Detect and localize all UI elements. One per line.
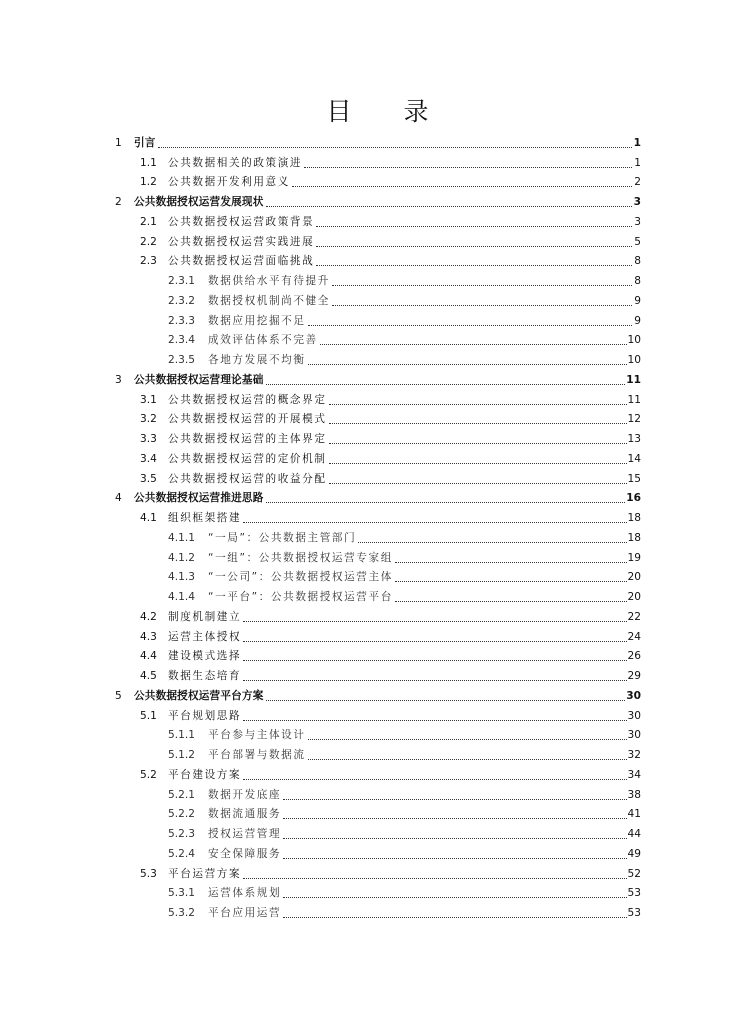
- toc-entry[interactable]: [0, 350, 755, 370]
- toc-dot-leader: [266, 699, 626, 701]
- toc-entry-title: 平台参与主体设计: [208, 729, 306, 742]
- toc-entry-page-number: 9: [634, 314, 641, 327]
- toc-entry-page-number: 32: [627, 749, 641, 762]
- toc-entry[interactable]: [0, 449, 755, 469]
- toc-dot-leader: [292, 185, 632, 187]
- toc-entry-number: 4.1: [140, 512, 157, 525]
- toc-entry-title: 公共数据授权运营理论基础: [134, 373, 264, 386]
- toc-entry-number: 5.3.1: [168, 887, 195, 900]
- toc-entry-title: “一局”：公共数据主管部门: [208, 531, 357, 544]
- toc-entry-title: 数据生态培育: [168, 670, 242, 683]
- toc-entry-title: 各地方发展不均衡: [208, 354, 306, 367]
- toc-entry[interactable]: [0, 232, 755, 252]
- toc-entry-number: 2.3: [140, 255, 157, 268]
- toc-entry-number: 5.3.2: [168, 907, 195, 920]
- toc-dot-leader: [395, 600, 627, 602]
- toc-entry[interactable]: [0, 884, 755, 904]
- toc-entry-title: 公共数据授权运营面临挑战: [168, 255, 315, 268]
- toc-entry-page-number: 53: [627, 907, 641, 920]
- toc-entry-page-number: 18: [627, 512, 641, 525]
- toc-dot-leader: [243, 640, 626, 642]
- toc-entry-title: 公共数据授权运营实践进展: [168, 235, 315, 248]
- toc-entry[interactable]: [0, 587, 755, 607]
- toc-dot-leader: [316, 264, 632, 266]
- toc-entry-number: 5.2.1: [168, 788, 195, 801]
- toc-entry[interactable]: [0, 607, 755, 627]
- toc-entry-title: 数据供给水平有待提升: [208, 275, 330, 288]
- toc-dot-leader: [358, 541, 626, 543]
- toc-entry-title: 安全保障服务: [208, 847, 282, 860]
- toc-entry-number: 5.2.2: [168, 808, 195, 821]
- toc-entry-number: 3.2: [140, 413, 157, 426]
- toc-entry-page-number: 1: [634, 156, 641, 169]
- toc-entry[interactable]: [0, 785, 755, 805]
- toc-dot-leader: [283, 857, 626, 859]
- toc-entry[interactable]: [0, 212, 755, 232]
- toc-dot-leader: [320, 343, 627, 345]
- toc-dot-leader: [329, 403, 627, 405]
- toc-entry[interactable]: [0, 706, 755, 726]
- toc-entry-page-number: 12: [627, 413, 641, 426]
- toc-entry-page-number: 30: [627, 729, 641, 742]
- toc-entry[interactable]: [0, 765, 755, 785]
- toc-entry-page-number: 26: [627, 650, 641, 663]
- toc-entry-page-number: 29: [627, 670, 641, 683]
- toc-entry-title: 数据开发底座: [208, 788, 282, 801]
- toc-dot-leader: [308, 738, 627, 740]
- toc-entry-page-number: 49: [627, 847, 641, 860]
- toc-entry-page-number: 2: [634, 176, 641, 189]
- toc-entry[interactable]: [0, 291, 755, 311]
- toc-entry[interactable]: [0, 390, 755, 410]
- toc-dot-leader: [308, 758, 627, 760]
- toc-entry-page-number: 20: [627, 571, 641, 584]
- toc-entry-number: 5.1.1: [168, 729, 195, 742]
- toc-entry-page-number: 11: [626, 373, 641, 386]
- toc-entry-title: 公共数据授权运营的收益分配: [168, 472, 327, 485]
- toc-entry-page-number: 22: [627, 610, 641, 623]
- toc-entry[interactable]: [0, 271, 755, 291]
- toc-entry[interactable]: [0, 548, 755, 568]
- toc-dot-leader: [395, 561, 627, 563]
- toc-entry-number: 4.3: [140, 630, 157, 643]
- toc-dot-leader: [283, 916, 626, 918]
- toc-entry-number: 2.2: [140, 235, 157, 248]
- toc-entry-number: 3.4: [140, 452, 157, 465]
- toc-dot-leader: [243, 719, 626, 721]
- toc-entry-title: 制度机制建立: [168, 610, 242, 623]
- toc-entry-title: 运营主体授权: [168, 630, 242, 643]
- toc-entry-title: 公共数据授权运营政策背景: [168, 215, 315, 228]
- toc-entry[interactable]: [0, 153, 755, 173]
- toc-entry-title: 平台部署与数据流: [208, 749, 306, 762]
- toc-dot-leader: [243, 877, 626, 879]
- toc-entry-number: 2.3.3: [168, 314, 195, 327]
- toc-entry-title: 平台运营方案: [168, 867, 242, 880]
- toc-entry-page-number: 18: [627, 531, 641, 544]
- toc-entry-title: 引言: [134, 136, 156, 149]
- toc-dot-leader: [283, 837, 626, 839]
- toc-entry-number: 4.5: [140, 670, 157, 683]
- toc-dot-leader: [243, 659, 626, 661]
- toc-dot-leader: [266, 501, 626, 503]
- toc-entry-page-number: 5: [634, 235, 641, 248]
- toc-entry-title: 平台应用运营: [208, 907, 282, 920]
- toc-entry-number: 4.2: [140, 610, 157, 623]
- toc-entry[interactable]: [0, 311, 755, 331]
- toc-dot-leader: [332, 304, 632, 306]
- toc-entry-number: 5.3: [140, 867, 157, 880]
- toc-entry-page-number: 53: [627, 887, 641, 900]
- toc-dot-leader: [304, 166, 632, 168]
- toc-entry-number: 3.3: [140, 433, 157, 446]
- toc-entry-page-number: 44: [627, 828, 641, 841]
- toc-entry[interactable]: [0, 133, 755, 153]
- toc-entry-number: 3: [115, 373, 122, 386]
- toc-entry-title: “一公司”：公共数据授权运营主体: [208, 571, 393, 584]
- toc-entry-page-number: 34: [627, 768, 641, 781]
- table-of-contents: [0, 133, 755, 923]
- toc-entry-page-number: 14: [627, 452, 641, 465]
- toc-entry-title: “一组”：公共数据授权运营专家组: [208, 551, 393, 564]
- toc-entry[interactable]: [0, 429, 755, 449]
- toc-entry[interactable]: [0, 627, 755, 647]
- toc-entry-page-number: 9: [634, 294, 641, 307]
- toc-dot-leader: [283, 817, 626, 819]
- toc-entry-title: 组织框架搭建: [168, 512, 242, 525]
- toc-entry-number: 5.2.3: [168, 828, 195, 841]
- toc-entry[interactable]: [0, 489, 755, 509]
- toc-entry-number: 2.3.1: [168, 275, 195, 288]
- toc-entry-number: 2.3.2: [168, 294, 195, 307]
- toc-entry-title: 数据流通服务: [208, 808, 282, 821]
- toc-entry-number: 2: [115, 196, 122, 209]
- toc-dot-leader: [308, 324, 632, 326]
- toc-entry[interactable]: [0, 192, 755, 212]
- toc-entry-number: 3.5: [140, 472, 157, 485]
- toc-entry[interactable]: [0, 824, 755, 844]
- toc-entry-title: 公共数据授权运营推进思路: [134, 492, 264, 505]
- toc-entry-page-number: 15: [627, 472, 641, 485]
- toc-entry-number: 1.2: [140, 176, 157, 189]
- toc-entry[interactable]: [0, 370, 755, 390]
- toc-dot-leader: [329, 442, 627, 444]
- toc-entry[interactable]: [0, 508, 755, 528]
- toc-entry-page-number: 38: [627, 788, 641, 801]
- toc-entry-page-number: 13: [627, 433, 641, 446]
- toc-entry-title: 建设模式选择: [168, 650, 242, 663]
- toc-entry-number: 4.1.3: [168, 571, 195, 584]
- toc-entry-title: 平台规划思路: [168, 709, 242, 722]
- toc-entry[interactable]: [0, 903, 755, 923]
- toc-dot-leader: [243, 521, 626, 523]
- toc-entry[interactable]: [0, 469, 755, 489]
- toc-entry-number: 2.3.5: [168, 354, 195, 367]
- toc-entry[interactable]: [0, 864, 755, 884]
- toc-entry-page-number: 10: [627, 354, 641, 367]
- toc-dot-leader: [316, 225, 632, 227]
- toc-entry-page-number: 41: [627, 808, 641, 821]
- toc-entry-number: 3.1: [140, 393, 157, 406]
- toc-entry-page-number: 20: [627, 591, 641, 604]
- toc-entry[interactable]: [0, 844, 755, 864]
- toc-entry[interactable]: [0, 173, 755, 193]
- toc-entry-number: 4.1.2: [168, 551, 195, 564]
- toc-entry-title: 平台建设方案: [168, 768, 242, 781]
- toc-dot-leader: [266, 205, 632, 207]
- toc-entry-number: 5.2.4: [168, 847, 195, 860]
- toc-entry-page-number: 1: [633, 136, 641, 149]
- toc-entry[interactable]: [0, 331, 755, 351]
- page-title: 目 录: [326, 97, 451, 126]
- toc-entry-page-number: 3: [634, 215, 641, 228]
- toc-entry-title: 公共数据授权运营的定价机制: [168, 452, 327, 465]
- toc-entry-title: 授权运营管理: [208, 828, 282, 841]
- toc-entry-page-number: 30: [626, 689, 641, 702]
- toc-entry-title: 运营体系规划: [208, 887, 282, 900]
- toc-dot-leader: [316, 245, 632, 247]
- toc-entry[interactable]: [0, 528, 755, 548]
- toc-dot-leader: [308, 363, 627, 365]
- toc-dot-leader: [158, 146, 632, 148]
- toc-entry-number: 1.1: [140, 156, 157, 169]
- toc-dot-leader: [329, 482, 627, 484]
- toc-entry-number: 4.1.4: [168, 591, 195, 604]
- toc-dot-leader: [243, 679, 626, 681]
- toc-dot-leader: [283, 896, 626, 898]
- toc-dot-leader: [329, 462, 627, 464]
- toc-entry-number: 5.2: [140, 768, 157, 781]
- toc-entry-page-number: 3: [633, 196, 641, 209]
- toc-entry-number: 2.3.4: [168, 334, 195, 347]
- toc-entry-number: 5.1: [140, 709, 157, 722]
- toc-entry[interactable]: [0, 686, 755, 706]
- toc-entry-title: 数据应用挖掘不足: [208, 314, 306, 327]
- toc-entry-page-number: 8: [634, 275, 641, 288]
- toc-entry-number: 4.1.1: [168, 531, 195, 544]
- toc-entry-number: 1: [115, 136, 122, 149]
- toc-entry-page-number: 11: [627, 393, 641, 406]
- toc-entry[interactable]: [0, 252, 755, 272]
- toc-entry-number: 2.1: [140, 215, 157, 228]
- toc-entry-page-number: 10: [627, 334, 641, 347]
- toc-dot-leader: [243, 778, 626, 780]
- toc-entry-title: 公共数据授权运营的主体界定: [168, 433, 327, 446]
- toc-entry-title: 公共数据授权运营平台方案: [134, 689, 264, 702]
- toc-entry-number: 5.1.2: [168, 749, 195, 762]
- toc-entry-page-number: 24: [627, 630, 641, 643]
- toc-entry-title: “一平台”：公共数据授权运营平台: [208, 591, 393, 604]
- toc-dot-leader: [266, 383, 626, 385]
- toc-entry[interactable]: [0, 647, 755, 667]
- toc-dot-leader: [243, 620, 626, 622]
- toc-entry-number: 4.4: [140, 650, 157, 663]
- toc-entry-title: 数据授权机制尚不健全: [208, 294, 330, 307]
- toc-entry[interactable]: [0, 666, 755, 686]
- toc-entry-page-number: 52: [627, 867, 641, 880]
- toc-entry-page-number: 19: [627, 551, 641, 564]
- toc-entry-title: 成效评估体系不完善: [208, 334, 318, 347]
- toc-entry-page-number: 8: [634, 255, 641, 268]
- toc-entry-page-number: 16: [626, 492, 641, 505]
- toc-entry-page-number: 30: [627, 709, 641, 722]
- toc-dot-leader: [283, 798, 626, 800]
- toc-entry-title: 公共数据授权运营的概念界定: [168, 393, 327, 406]
- toc-entry-title: 公共数据开发利用意义: [168, 176, 290, 189]
- toc-entry[interactable]: [0, 410, 755, 430]
- toc-entry[interactable]: [0, 568, 755, 588]
- toc-dot-leader: [329, 422, 627, 424]
- toc-entry[interactable]: [0, 726, 755, 746]
- toc-entry[interactable]: [0, 745, 755, 765]
- toc-entry-number: 5: [115, 689, 122, 702]
- toc-entry-title: 公共数据相关的政策演进: [168, 156, 303, 169]
- toc-entry-title: 公共数据授权运营发展现状: [134, 196, 264, 209]
- toc-entry-number: 4: [115, 492, 122, 505]
- toc-dot-leader: [395, 580, 627, 582]
- toc-dot-leader: [332, 284, 632, 286]
- toc-entry[interactable]: [0, 805, 755, 825]
- toc-entry-title: 公共数据授权运营的开展模式: [168, 413, 327, 426]
